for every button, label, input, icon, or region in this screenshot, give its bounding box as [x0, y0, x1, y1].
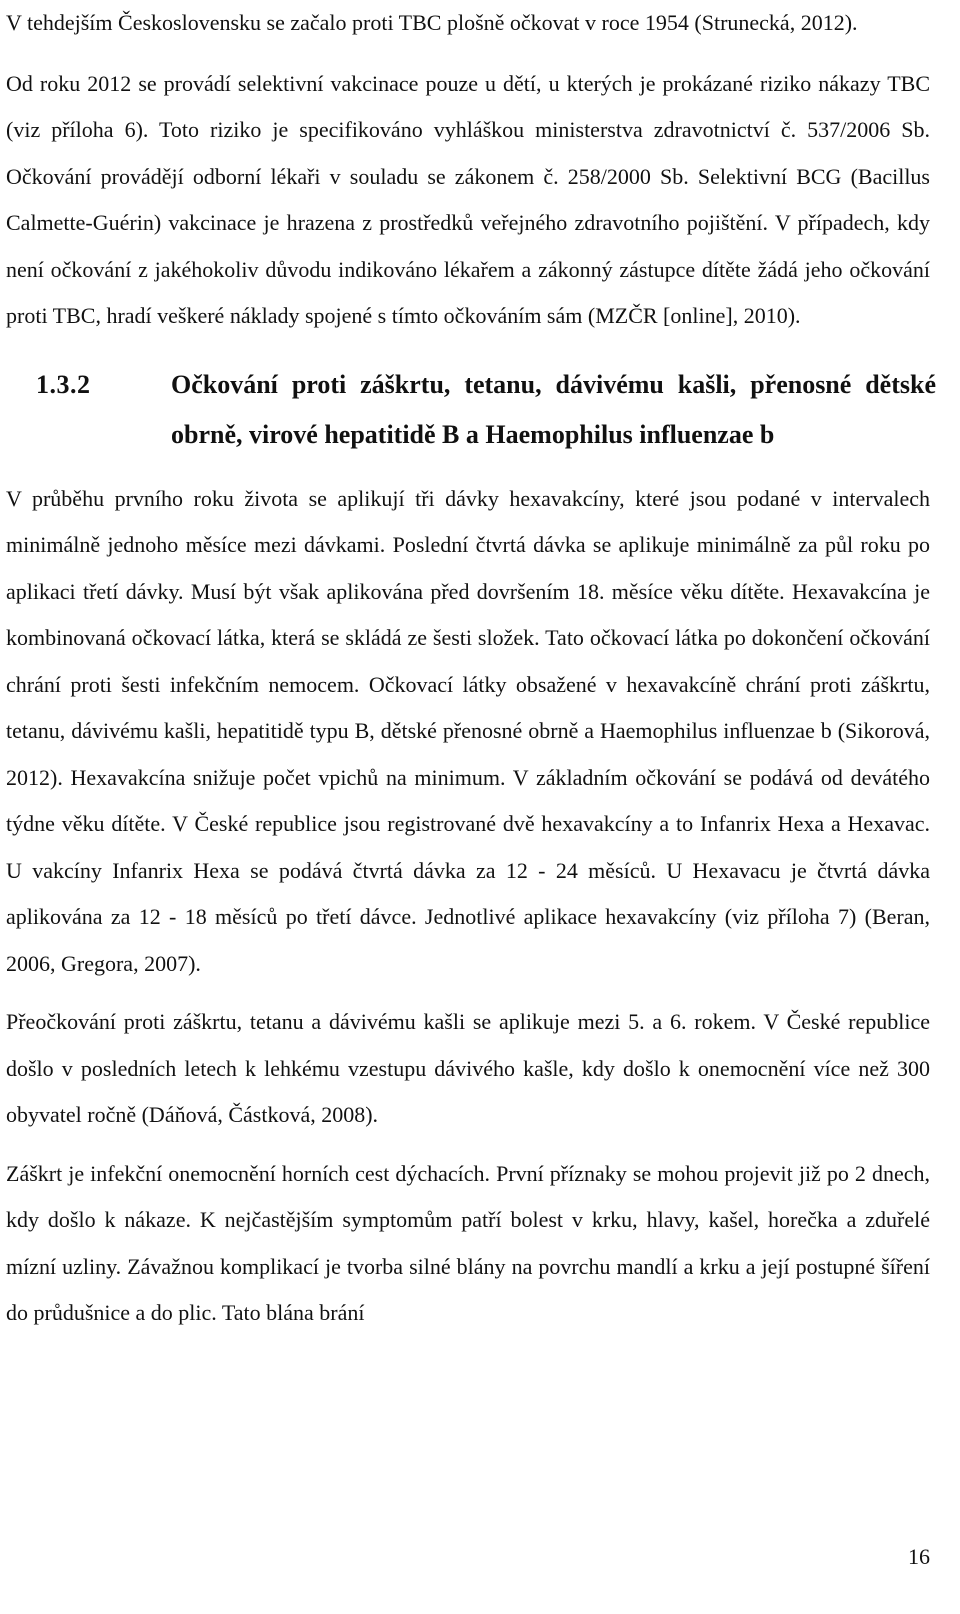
section-heading [6, 360, 936, 460]
paragraph-hexavaccine: V průběhu prvního roku života se aplikují tři dávky hexavakcíny, které jsou podané v intervalech minimálně jednoho měsíce mezi dávkami. Poslední čtvrtá dávka se aplikuje minimálně za půl roku po aplikaci třetí dávky. Musí být však aplikována před dovršením 18. měsíce věku dítěte. Hexavakcína je kombinovaná očkovací látka, která se skládá ze šesti složek. Tato očkovací látka po dokončení očkování chrání proti šesti infekčním nemocem. Očkovací látky obsažené v hexavakcíně chrání proti záškrtu, tetanu, dávivému kašli, hepatitidě typu B, dětské přenosné obrně a Haemophilus influenzae b (Sikorová, 2012). Hexavakcína snižuje počet vpichů na minimum. V základním očkování se podává od devátého týdne věku dítěte. V České republice jsou registrované dvě hexavakcíny a to Infanrix Hexa a Hexavac. U vakcíny Infanrix Hexa se podává čtvrtá dávka za 12 - 24 měsíců. U Hexavacu je čtvrtá dávka aplikována za 12 - 18 měsíců po třetí dávce. Jednotlivé aplikace hexavakcíny (viz příloha 7) (Beran, 2006, Gregora, 2007). [6, 485, 930, 976]
page-number: 16 [908, 1544, 930, 1569]
paragraph-selective-vaccination: Od roku 2012 se provádí selektivní vakcinace pouze u dětí, u kterých je prokázané riziko nákazy TBC (viz příloha 6). Toto riziko je specifikováno vyhláškou ministerstva zdravotnictví č. 537/2006 Sb. Očkování provádějí odborní lékaři v souladu se zákonem č. 258/2000 Sb. Selektivní BCG (Bacillus Calmette-Guérin) vakcinace je hrazena z prostředků veřejného zdravotního pojištění. V případech, kdy není očkování z jakéhokoliv důvodu indikováno lékařem a zákonný zástupce dítěte žádá jeho očkování proti TBC, hradí veškeré náklady spojené s tímto očkováním sám (MZČR [online], 2010). [6, 70, 930, 328]
paragraph-gap [6, 987, 930, 999]
document-page [6, 0, 936, 1337]
section-title: Očkování proti záškrtu, tetanu, dávivému kašli, přenosné dětské obrně, virové hepatitidě B a Haemophilus influenzae b [171, 369, 936, 449]
section-number: 1.3.2 [36, 369, 91, 399]
paragraph-gap [6, 1139, 930, 1151]
paragraph-revaccination: Přeočkování proti záškrtu, tetanu a dávivému kašli se aplikuje mezi 5. a 6. rokem. V České republice došlo v posledních letech k lehkému vzestupu dávivého kašle, kdy došlo k onemocnění více než 300 obyvatel ročně (Dáňová, Částková, 2008). [6, 1009, 930, 1127]
paragraph-tbc-history: V tehdejším Československu se začalo proti TBC plošně očkovat v roce 1954 (Strunecká, 2012). [6, 10, 858, 35]
paragraph-gap [6, 47, 930, 61]
paragraph-diphtheria: Záškrt je infekční onemocnění horních cest dýchacích. První příznaky se mohou projevit již po 2 dnech, kdy došlo k nákaze. K nejčastějším symptomům patří bolest v krku, hlavy, kašel, horečka a zduřelé mízní uzliny. Závažnou komplikací je tvorba silné blány na povrchu mandlí a krku a její postupné šíření do průdušnice a do plic. Tato blána brání [6, 1160, 930, 1325]
